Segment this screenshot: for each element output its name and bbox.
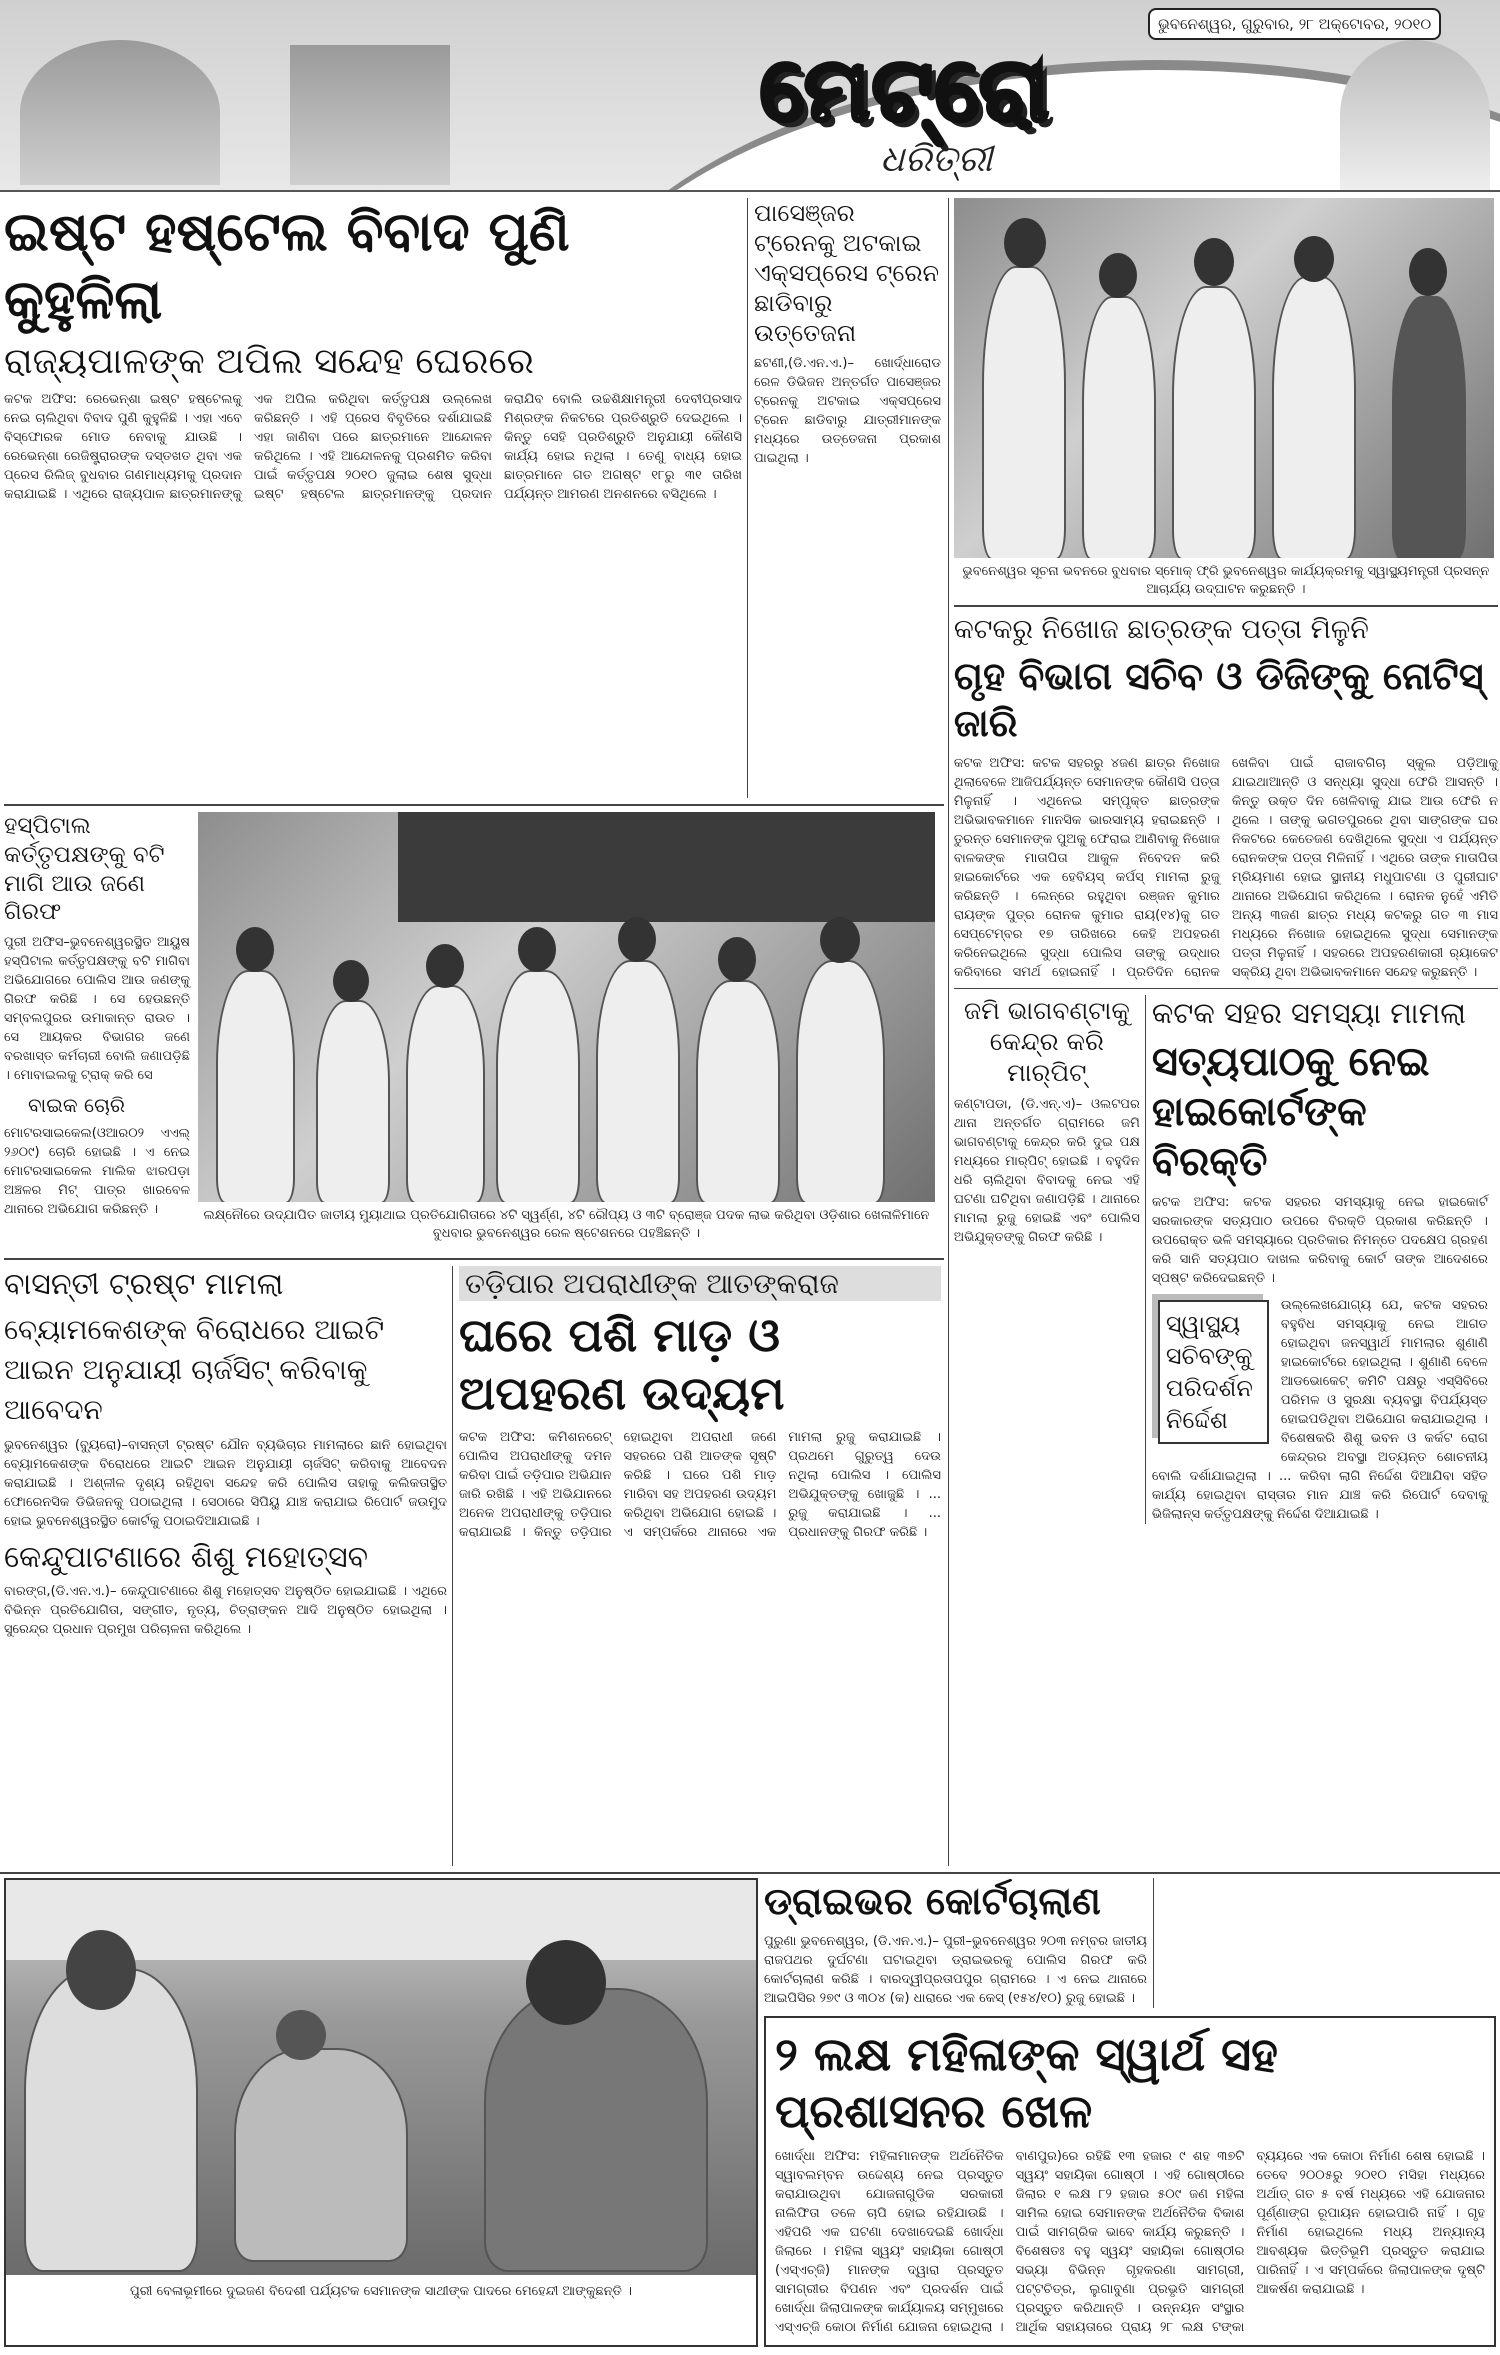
main-content (0, 192, 1500, 1866)
bike-theft-body: ମୋଟରସାଇକେଲ(ଓଆର୦୨ ଏଏଲ୍ ୨୬୦୯) ଚୋରି ହୋଇଛି । ଏ ନେଇ ମୋଟରସାଇକେଲ ମାଲିକ ଝାରପଡ଼ା ଅଞ୍ଚଳର ମିଟ୍ ପାତ୍ର ଖାରବେଳ ଥାନାରେ ଅଭିଯୋଗ କରିଛନ୍ତି । (4, 1126, 190, 1217)
crime-body: କଟକ ଅଫିସ: କମିଶନରେଟ୍ ପୋଲିସ ଅପରାଧୀଙ୍କୁ ଦମନ କରିବା ପାଇଁ ତଡ଼ିପାର ଅଭିଯାନ ଜାରି ରଖିଛି । ଏହି ଅଭିଯାନରେ ଅନେକ ଅପରାଧୀଙ୍କୁ ତଡ଼ିପାର କରାଯାଇଛି । କିନ୍ତୁ ତଡ଼ିପାର ହୋଇଥିବା ଅପରାଧୀ ଜଣେ ସହରରେ ପଶି ଆତଙ୍କ ସୃଷ୍ଟି କରିଛି । ଘରେ ପଶି ମାଡ଼ ମାରିବା ସହ ଅପହରଣ ଉଦ୍ୟମ କରିଥିବା ଅଭିଯୋଗ ହୋଇଛି । ଏ ସମ୍ପର୍କରେ ଥାନାରେ ଏକ ମାମଲା ରୁଜୁ କରାଯାଇଛି । ପ୍ରଥମେ ଗୁରୁତ୍ୱ ଦେଉ ନଥିଲା ପୋଲିସ । ପୋଲିସ ଅଭିଯୁକ୍ତଙ୍କୁ ଖୋଜୁଛି । ... ରୁଜୁ କରାଯାଇଛି । ... ପ୍ରଧାନଙ୍କୁ ଗିରଫ କରିଛି । (459, 1430, 941, 1540)
cuttack-kicker: କଟକ ସହର ସମସ୍ୟା ମାମଲା (1151, 995, 1467, 1030)
missing-body: କଟକ ଅଫିସ: କଟକ ସହରରୁ ୪ଜଣ ଛାତ୍ର ନିଖୋଜ ଥିଲାବେଳେ ଆଜିପର୍ଯ୍ୟନ୍ତ ସେମାନଙ୍କ କୌଣସି ପତ୍ତା ମିଳୁନାହିଁ । ଏଥିନେଇ ସମ୍ପୃକ୍ତ ଛାତ୍ରଙ୍କ ଅଭିଭାବକମାନେ ମାନସିକ ଭାରସାମ୍ୟ ହରାଇଛନ୍ତି । ତୁରନ୍ତ ସେମାନଙ୍କ ପୁଅକୁ ଫେରାଇ ଆଣିବାକୁ ନିଖୋଜ ବାଳକଙ୍କ ମାତାପିତା ଆକୁଳ ନିବେଦନ କରି ହାଇକୋର୍ଟରେ ଏକ ହେବିୟସ୍ କର୍ପସ୍ ମାମଲା ରୁଜୁ କରିଛନ୍ତି । ଲେନ୍‌ରେ ରହୁଥିବା ରଞ୍ଜନ କୁମାର ରାୟଙ୍କ ପୁତ୍ର ରୋନକ କୁମାର ରାୟ(୧୪)କୁ ଗତ ସେପ୍ଟେମ୍ବର ୧୭ ତାରିଖରେ କେହି ଅପହରଣ କରିନେଇଥିଲେ ସୁଦ୍ଧା ପୋଲିସ ତାଙ୍କୁ ଉଦ୍ଧାର କରିବାରେ ସମର୍ଥ ହୋଇନାହିଁ । ପ୍ରତିଦିନ ରୋନକ ଖେଳିବା ପାଇଁ ରାଜାବଗିଚା ସ୍କୁଲ ପଡ଼ିଆକୁ ଯାଇଥାଆନ୍ତି ଓ ସନ୍ଧ୍ୟା ସୁଦ୍ଧା ଫେରି ଆସନ୍ତି । କିନ୍ତୁ ଉକ୍ତ ଦିନ ଖେଳିବାକୁ ଯାଇ ଆଉ ଫେରି ନ ଥିଲେ । ତାଙ୍କୁ ଭଗତପୁରରେ ଥିବା ସାଙ୍ଗଙ୍କ ଘର ନିକଟରେ କେତେଜଣ ଦେଖିଥିଲେ ସୁଦ୍ଧା ଏ ପର୍ଯ୍ୟନ୍ତ ରୋନକଙ୍କ ପତ୍ତା ମିଳିନାହିଁ । ଏଥିରେ ତାଙ୍କ ମାତାପିତା ମ୍ରିୟମାଣ ହୋଇ ସ୍ଥାନୀୟ ମଧୁପାଟଣା ଓ ପୁରୀଘାଟ ଥାନାରେ ଅଭିଯୋଗ କରିଥିଲେ । ରୋନକ ନୁହେଁ ଏମିତି ଅନ୍ୟ ୩ଜଣ ଛାତ୍ର ମଧ୍ୟ କଟକରୁ ଗତ ୩ ମାସ ମଧ୍ୟରେ ନିଖୋଜ ହୋଇଥିଲେ ସୁଦ୍ଧା ସେମାନଙ୍କ ପତ୍ତା ମିଳୁନାହିଁ । ସହରରେ ଅପହରଣକାରୀ ର‍୍ୟାକେଟ ସକ୍ରିୟ ଥିବା ଅଭିଭାବକମାନେ ସନ୍ଦେହ କରୁଛନ୍ତି । (953, 755, 1498, 980)
women-headline: ୨ ଲକ୍ଷ ମହିଳାଙ୍କ ସ୍ୱାର୍ଥ ସହ ପ୍ରଶାସନର ଖେଳ (775, 2026, 1278, 2138)
land-body: କଣ୍ଟାପଡା, (ଡି.ଏନ୍.ଏ)– ଓଲଟପର ଥାନା ଅନ୍ତର୍ଗତ ଗ୍ରାମରେ ଜମି ଭାଗବଣ୍ଟାକୁ କେନ୍ଦ୍ର କରି ଦୁଇ ପକ୍ଷ ମଧ୍ୟରେ ମାର୍‌ପିଟ୍ ହୋଇଛି । ବହୁଦିନ ଧରି ଚାଲିଥିବା ବିବାଦକୁ ନେଇ ଏହି ଘଟଣା ଘଟିଥିବା ଜଣାପଡ଼ିଛି । ଥାନାରେ ମାମଲା ରୁଜୁ ହୋଇଛି ଏବଂ ପୋଲିସ ଅଭିଯୁକ୍ତଙ୍କୁ ଗିରଫ କରିଛି । (953, 1096, 1140, 1245)
cuttack-headline: ସତ୍ୟପାଠକୁ ନେଇ ହାଇକୋର୍ଟଙ୍କ ବିରକ୍ତି (1151, 1039, 1430, 1185)
photo-muaythai-players (198, 812, 935, 1202)
driver-body: ପୁରୁଣା ଭୁବନେଶ୍ୱର, (ଡି.ଏନ.ଏ.)– ପୁରୀ–ଭୁବନେଶ୍ୱର ୨୦୩ ନମ୍ବର ଜାତୀୟ ରାଜପଥର ଦୁର୍ଘଟଣା ଘଟାଇଥିବା ଡ୍ରାଇଭରକୁ ପୋଲିସ ଗିରଫ କରି କୋର୍ଟଚାଲାଣ କରିଛି । ବାରଦ୍ୱୀପ୍ରତାପପୁର ଗ୍ରାମରେ । ଏ ନେଇ ଥାନାରେ ଆଇପିସିର ୨୭୯ ଓ ୩୦୪ (କ) ଧାରାରେ ଏକ କେସ୍ (୧୫୪/୧୦) ରୁଜୁ ହୋଇଛି । (764, 1933, 1147, 2006)
lower-row (4, 1266, 944, 1866)
land-story (954, 995, 1140, 1524)
divider (954, 605, 1498, 607)
women-story-box (764, 2016, 1496, 2347)
right-lower-row (954, 995, 1498, 1524)
health-secretary-box: ସ୍ୱାସ୍ଥ୍ୟ ସଚିବଙ୍କୁ ପରିଦର୍ଶନ ନିର୍ଦ୍ଦେଶ (1158, 1300, 1269, 1444)
masthead-subtitle: ଧରିତ୍ରୀ (880, 139, 993, 180)
lead-body: କଟକ ଅଫିସ: ରେଭେନ୍‌ଶା ଇଷ୍ଟ ହଷ୍ଟେଲକୁ ନେଇ ଚାଲିଥିବା ବିବାଦ ପୁଣି କୁହୁଳିଛି । ଏହା ଏବେ ବିସ୍ଫୋରକ ମୋଡ ନେବାକୁ ଯାଉଛି । ରେଭେନ୍‌ଶା ରେଜିଷ୍ଟ୍ରାରଙ୍କ ଦସ୍ତଖତ ଥିବା ଏକ ପ୍ରେସ ରିଲିଜ୍ ବୁଧବାର ଗଣମାଧ୍ୟମକୁ ପ୍ରଦାନ କରାଯାଇଛି । ଏଥିରେ ରାଜ୍ୟପାଳ ଛାତ୍ରମାନଙ୍କୁ ଏକ ଅପିଲ କରିଥିବା କର୍ତ୍ତୃପକ୍ଷ ଉଲ୍ଲେଖ କରିଛନ୍ତି । ଏହି ପ୍ରେସ ବିବୃତିରେ ଦର୍ଶାଯାଇଛି ଏହା ଜାଣିବା ପରେ ଛାତ୍ରମାନେ ଆନ୍ଦୋଳନ କରିଥିଲେ । ଏହି ଆନ୍ଦୋଳନକୁ ପ୍ରଶମିତ କରିବା ପାଇଁ କର୍ତ୍ତୃପକ୍ଷ ୨୦୧୦ ଜୁଲାଇ ଶେଷ ସୁଦ୍ଧା ଇଷ୍ଟ ହଷ୍ଟେଲ ଛାତ୍ରମାନଙ୍କୁ ପ୍ରଦାନ କରାଯିବ ବୋଲି ଉଚ୍ଚଶିକ୍ଷାମନ୍ତ୍ରୀ ଦେବୀପ୍ରସାଦ ମିଶ୍ରଙ୍କ ନିକଟରେ ପ୍ରତିଶ୍ରୁତି ଦେଇଥିଲେ । କିନ୍ତୁ ସେହି ପ୍ରତିଶ୍ରୁତି ଅନୁଯାୟୀ କୌଣସି କାର୍ଯ୍ୟ ହୋଇ ନଥିଲା । ତେଣୁ ବାଧ୍ୟ ହୋଇ ଛାତ୍ରମାନେ ଗତ ଅଗଷ୍ଟ ୧୮ରୁ ୩୧ ତାରିଖ ପର୍ଯ୍ୟନ୍ତ ଆମରଣ ଅନଶନରେ ବସିଥିଲେ । (4, 392, 742, 502)
photo-beach-mehendi (6, 1880, 756, 2275)
basanti-headline: ବ୍ୟୋମକେଶଙ୍କ ବିରୋଧରେ ଆଇଟି ଆଇନ ଅନୁଯାୟୀ ଚାର୍ଜସିଟ୍ କରିବାକୁ ଆବେଦନ (4, 1312, 385, 1426)
photo-top-caption: ଭୁବନେଶ୍ୱର ସୂଚନା ଭବନରେ ବୁଧବାର ସ୍ମୋକ୍ ଫ୍ରି ଭୁବନେଶ୍ୱର କାର୍ଯ୍ୟକ୍ରମକୁ ସ୍ୱାସ୍ଥ୍ୟମନ୍ତ୍ରୀ ପ୍ରସନ୍ନ ଆଚାର୍ଯ୍ୟ ଉଦ୍‌ଘାଟନ କରୁଛନ୍ତି । (962, 564, 1490, 597)
bike-theft-subhead: ବାଇକ ଚୋରି (28, 1093, 126, 1117)
basanti-body: ଭୁବନେଶ୍ୱର (ବ୍ୟୁରୋ)–ବାସନ୍ତୀ ଟ୍ରଷ୍ଟ ଯୌନ ବ୍ୟଭିଚାର ମାମଲାରେ ଛାନି ହୋଇଥିବା ବ୍ୟୋମକେଶଙ୍କ ବିରୋଧରେ ଆଇଟି ଆଇନ ଅନୁଯାୟୀ ଚାର୍ଜସିଟ୍ କରିବାକୁ ଆବେଦନ କରାଯାଇଛି । ଅଶ୍ଳୀଳ ଦୃଶ୍ୟ ରହିଥିବା ସନ୍ଦେହ କରି ପୋଲିସ ତାହାକୁ କଲିକତାସ୍ଥିତ ଫୋରେନସିକ ଡିଭିଜନକୁ ପଠାଇଥିଲା । ସେଠାରେ ସିପିୟୁ ଯାଞ୍ଚ କରାଯାଇ ରିପୋର୍ଟ ଜଉମୁଦ ହୋଇ ଭୁବନେଶ୍ୱରସ୍ଥିତ କୋର୍ଟକୁ ପଠାଇଦିଆଯାଇଛି । (4, 1437, 447, 1529)
middle-row (4, 812, 944, 1252)
photo-mid-caption: ଲକ୍ଷ୍ନୌରେ ଉଦ୍‌ଯାପିତ ଜାତୀୟ ମୁୟାଥାଇ ପ୍ରତିଯୋଗିତାରେ ୪ଟି ସ୍ୱର୍ଣ୍ଣ, ୪ଟି ରୌପ୍ୟ ଓ ୩ଟି ବ୍ରୋଞ୍ଜ ପଦକ ଲାଭ କରିଥିବା ଓଡ଼ିଶାର ଖେଳାଳିମାନେ ବୁଧବାର ଭୁବନେଶ୍ୱର ରେଳ ଷ୍ଟେଶନରେ ପହଞ୍ଚିଛନ୍ତି । (203, 1208, 930, 1241)
bottom-row (0, 1878, 1500, 2355)
missing-kicker: କଟକରୁ ନିଖୋଜ ଛାତ୍ରଙ୍କ ପତ୍ତା ମିଳୁନି (953, 614, 1369, 645)
photo-beach-block (4, 1878, 758, 2347)
right-column (948, 198, 1498, 1866)
kendupatna-headline: କେନ୍ଦୁପାଟଣାରେ ଶିଶୁ ମହୋତ୍ସବ (4, 1539, 369, 1575)
stupa-image (1340, 40, 1490, 190)
photo-smoke-free-event (954, 198, 1494, 558)
crime-kicker: ତଡ଼ିପାର ଅପରାଧୀଙ୍କ ଆତଙ୍କରାଜ (459, 1266, 941, 1301)
dateline: ଭୁବନେଶ୍ୱର, ଗୁରୁବାର, ୨୮ ଅକ୍ଟୋବର, ୨୦୧୦ (1148, 8, 1441, 40)
left-column (4, 198, 944, 1866)
basanti-story (4, 1266, 447, 1866)
cuttack-story (1145, 995, 1488, 1524)
driver-story (764, 1878, 1154, 2008)
photo-mid-block (198, 812, 935, 1252)
cuttack-body-2 (1152, 1296, 1488, 1524)
basanti-kicker: ବାସନ୍ତୀ ଟ୍ରଷ୍ଟ ମାମଲା (4, 1267, 284, 1302)
lead-story (4, 198, 742, 798)
divider (0, 1872, 1500, 1874)
building-image (290, 45, 450, 185)
masthead-title: ମେଟ୍ରୋ (760, 38, 1051, 141)
women-body: ଖୋର୍ଦ୍ଧା ଅଫିସ: ମହିଳାମାନଙ୍କ ଅର୍ଥନୈତିକ ସ୍ୱାବଲମ୍ବନ ଉଦ୍ଦେଶ୍ୟ ନେଇ ପ୍ରସ୍ତୁତ କରାଯାଉଥିବା ଯୋଜନାଗୁଡିକ ସରକାରୀ ନାଲିଫିତା ତଳେ ଚାପି ହୋଇ ରହିଯାଉଛି । ଏହିପରି ଏକ ଘଟଣା ଦେଖାଦେଇଛି ଖୋର୍ଦ୍ଧା ଜିଲାରେ । ମହିଳା ସ୍ୱୟଂ ସହାୟିକା ଗୋଷ୍ଠୀ (ଏସ୍‌ଏଚ୍‌ଜି) ମାନଙ୍କ ଦ୍ୱାରା ପ୍ରସ୍ତୁତ ସାମଗ୍ରୀର ବିପଣନ ଏବଂ ପ୍ରଦର୍ଶନ ପାଇଁ ଖୋର୍ଦ୍ଧା ଜିଲାପାଳଙ୍କ କାର୍ଯ୍ୟାଳୟ ସମ୍ମୁଖରେ ଏସ୍‌ଏଚ୍‌ଜି କୋଠା ନିର୍ମାଣ ଯୋଜନା ହୋଇଥିଲା । ବାଣପୁର)ରେ ରହିଛି ୧୩ ହଜାର ୯ ଶହ ୩୭ଟି ସ୍ୱୟଂ ସହାୟିକା ଗୋଷ୍ଠୀ । ଏହି ଗୋଷ୍ଠୀରେ ଜିଲାର ୧ ଲକ୍ଷ ୮୨ ହଜାର ୫୦୯ ଜଣ ମହିଳା ସାମିଲ ହୋଇ ସେମାନଙ୍କ ଅର୍ଥନୈତିକ ବିକାଶ ପାଇଁ ସାମଗ୍ରିକ ଭାବେ କାର୍ଯ୍ୟ କରୁଛନ୍ତି । ବିଶେଷତଃ ବହୁ ସ୍ୱୟଂ ସହାୟିକା ଗୋଷ୍ଠୀର ସଭ୍ୟା ବିଭିନ୍ନ ଗୃହକରଣା ସାମଗ୍ରୀ, ପଟ୍ଟଚିତ୍ର, ଲୁଗାବୁଣା ପ୍ରଭୃତି ସାମଗ୍ରୀ ପ୍ରସ୍ତୁତ କରିଥାନ୍ତି । ଉନ୍ନୟନ ସଂସ୍ଥାର ଆର୍ଥିକ ସହାୟତାରେ ପ୍ରାୟ ୨୮ ଲକ୍ଷ ଟଙ୍କା ବ୍ୟୟରେ ଏକ କୋଠା ନିର୍ମାଣ ଶେଷ ହୋଇଛି । ତେବେ ୨୦୦୫ରୁ ୨୦୧୦ ମସିହା ମଧ୍ୟରେ ଅର୍ଥାତ୍ ଗତ ୫ ବର୍ଷ ମଧ୍ୟରେ ଏହି ଯୋଜନାର ପୂର୍ଣ୍ଣାଙ୍ଗ ରୂପାୟନ ହୋଇପାରି ନାହିଁ । ଗୃହ ନିର୍ମାଣ ହୋଇଥିଲେ ମଧ୍ୟ ଅନ୍ୟାନ୍ୟ ଆବଶ୍ୟକ ଭିତ୍ତିଭୂମି ପ୍ରସ୍ତୁତ କରାଯାଇ ପାରିନାହିଁ । ଏ ସମ୍ପର୍କରେ ଜିଲାପାଳଙ୍କ ଦୃଷ୍ଟି ଆକର୍ଷଣ କରାଯାଇଛି । (775, 2148, 1485, 2335)
photo-bottom-caption: ପୁରୀ ବେଳାଭୂମୀରେ ଦୁଇଜଣ ବିଦେଶୀ ପର୍ଯ୍ୟଟକ ସେମାନଙ୍କ ସାଥୀଙ୍କ ପାଦରେ ମେହେନ୍ଦୀ ଆଙ୍କୁଛନ୍ତି । (130, 2284, 632, 2299)
divider (4, 804, 944, 806)
cuttack-body-2-text: ଉଲ୍ଲେଖଯୋଗ୍ୟ ଯେ, କଟକ ସହରର ବହୁବିଧ ସମସ୍ୟାକୁ ନେଇ ଆଗତ ହୋଇଥିବା ଜନସ୍ୱାର୍ଥ ମାମଲାର ଶୁଣାଣି ହାଇକୋର୍ଟରେ ହୋଇଥିଲା । ଶୁଣାଣି ବେଳେ ଆଡଭୋକେଟ୍ କମିଟି ପକ୍ଷରୁ ଏସ୍‌ସିବିରେ ପରିମଳ ଓ ସୁରକ୍ଷା ବ୍ୟବସ୍ଥା ବିପର୍ଯ୍ୟସ୍ତ ହୋଇପଡିଥିବା ଅଭିଯୋଗ କରାଯାଇଥିଲା । ବିଶେଷକରି ଶିଶୁ ଭବନ ଓ କର୍କଟ ରୋଗ କେନ୍ଦ୍ରର ଅବସ୍ଥା ଅତ୍ୟନ୍ତ ଶୋଚନୀୟ ବୋଲି ଦର୍ଶାଯାଇଥିଲା । ... କରିବା ଲାଗି ନିର୍ଦ୍ଦେଶ ଦିଆଯିବା ସହିତ କାର୍ଯ୍ୟ ହୋଇଥିବା ରାସ୍ତାର ମାନ ଯାଞ୍ଚ କରି ରିପୋର୍ଟ ଦେବାକୁ ଭିଜିଲାନ୍ସ କର୍ତ୍ତୃପକ୍ଷଙ୍କୁ ନିର୍ଦ୍ଦେଶ ଦିଆଯାଇଛି । (1151, 1298, 1488, 1522)
hospital-story (4, 812, 190, 1252)
kendupatna-body: ବାରଙ୍ଗ,(ଡି.ଏନ.ଏ.)– କେନ୍ଦୁପାଟଣାରେ ଶିଶୁ ମହୋତ୍ସବ ଅନୁଷ୍ଠିତ ହୋଇଯାଇଛି । ଏଥିରେ ବିଭିନ୍ନ ପ୍ରତିଯୋଗିତା, ସଙ୍ଗୀତ, ନୃତ୍ୟ, ଚିତ୍ରାଙ୍କନ ଆଦି ଅନୁଷ୍ଠିତ ହୋଇଥିଲା । ସୁରେନ୍ଦ୍ର ପ୍ରଧାନ ପ୍ରମୁଖ ପରିଚାଳନା କରିଥିଲେ । (4, 1584, 447, 1637)
divider (4, 1258, 944, 1260)
train-headline: ପାସେଞ୍ଜର ଟ୍ରେନକୁ ଅଟକାଇ ଏକ୍ସପ୍ରେସ ଟ୍ରେନ ଛାଡିବାରୁ ଉତ୍ତେଜନା (754, 199, 940, 347)
crime-story (452, 1266, 941, 1866)
masthead-logo (760, 38, 1051, 182)
lead-subheadline: ରାଜ୍ୟପାଳଙ୍କ ଅପିଲ ସନ୍ଦେହ ଘେରରେ (4, 341, 534, 382)
divider (954, 988, 1498, 989)
temple-image (20, 40, 220, 185)
hospital-body: ପୁରୀ ଅଫିସ–ଭୁବନେଶ୍ୱରସ୍ଥିତ ଆୟୁଷ ହସ୍ପିଟାଲ କର୍ତ୍ତୃପକ୍ଷଙ୍କୁ ବଟି ମାଗିବା ଅଭିଯୋଗରେ ପୋଲିସ ଆଉ ଜଣଙ୍କୁ ଗିରଫ କରିଛି । ସେ ହେଉଛନ୍ତି ସମ୍ବଲପୁରର ଉମାକାନ୍ତ ରାଉତ । ସେ ଆୟକର ବିଭାଗର ଜଣେ ବରଖାସ୍ତ କର୍ମଚାରୀ ବୋଲି ଜଣାପଡ଼ିଛି । ମୋବାଇଲକୁ ଟ୍ରାକ୍ କରି ସେ (4, 935, 190, 1083)
land-headline: ଜମି ଭାଗବଣ୍ଟାକୁ କେନ୍ଦ୍ର କରି ମାର୍‌ପିଟ୍ (963, 995, 1130, 1088)
crime-headline: ଘରେ ପଶି ମାଡ଼ ଓ ଅପହରଣ ଉଦ୍ୟମ (459, 1308, 785, 1420)
hospital-headline: ହସ୍ପିଟାଲ କର୍ତ୍ତୃପକ୍ଷଙ୍କୁ ବଟି ମାଗି ଆଉ ଜଣେ ଗିରଫ (4, 813, 165, 926)
cuttack-body-1: କଟକ ଅଫିସ: କଟକ ସହରର ସମସ୍ୟାକୁ ନେଇ ହାଇକୋର୍ଟ ସରକାରଙ୍କ ସତ୍ୟପାଠ ଉପରେ ବିରକ୍ତି ପ୍ରକାଶ କରିଛନ୍ତି । ଉପରୋକ୍ତ ଭଳି ସମସ୍ୟାରେ ପ୍ରତିକାର ନିମନ୍ତେ ପଦକ୍ଷେପ ଗ୍ରହଣ କରି ସାନି ସତ୍ୟପାଠ ଦାଖଲ କରିବାକୁ କୋର୍ଟ ତାଙ୍କ ଆଦେଶରେ ସ୍ପଷ୍ଟ କରିଦେଇଛନ୍ତି । (1151, 1195, 1488, 1286)
bottom-right (764, 1878, 1496, 2347)
train-story (747, 198, 941, 798)
masthead (0, 0, 1500, 192)
top-row (4, 198, 944, 798)
missing-headline: ଗୃହ ବିଭାଗ ସଚିବ ଓ ଡିଜିଙ୍କୁ ନୋଟିସ୍ ଜାରି (953, 653, 1484, 746)
lead-headline: ଇଷ୍ଟ ହଷ୍ଟେଲ ବିବାଦ ପୁଣି କୁହୁଳିଲା (4, 200, 570, 331)
train-body: ଛଟଣୀ,(ଡି.ଏନ.ଏ.)– ଖୋର୍ଦ୍ଧାରୋଡ ରେଳ ଡିଭିଜନ ଅନ୍ତର୍ଗତ ପାସେଞ୍ଜର ଟ୍ରେନକୁ ଅଟକାଇ ଏକ୍ସପ୍ରେସ ଟ୍ରେନ ଛାଡିବାରୁ ଯାତ୍ରୀମାନଙ୍କ ମଧ୍ୟରେ ଉତ୍ତେଜନା ପ୍ରକାଶ ପାଇଥିଲା । (754, 356, 941, 466)
missing-story (954, 613, 1498, 982)
driver-headline: ଡ୍ରାଇଭର କୋର୍ଟଚାଲାଣ (764, 1879, 1101, 1923)
